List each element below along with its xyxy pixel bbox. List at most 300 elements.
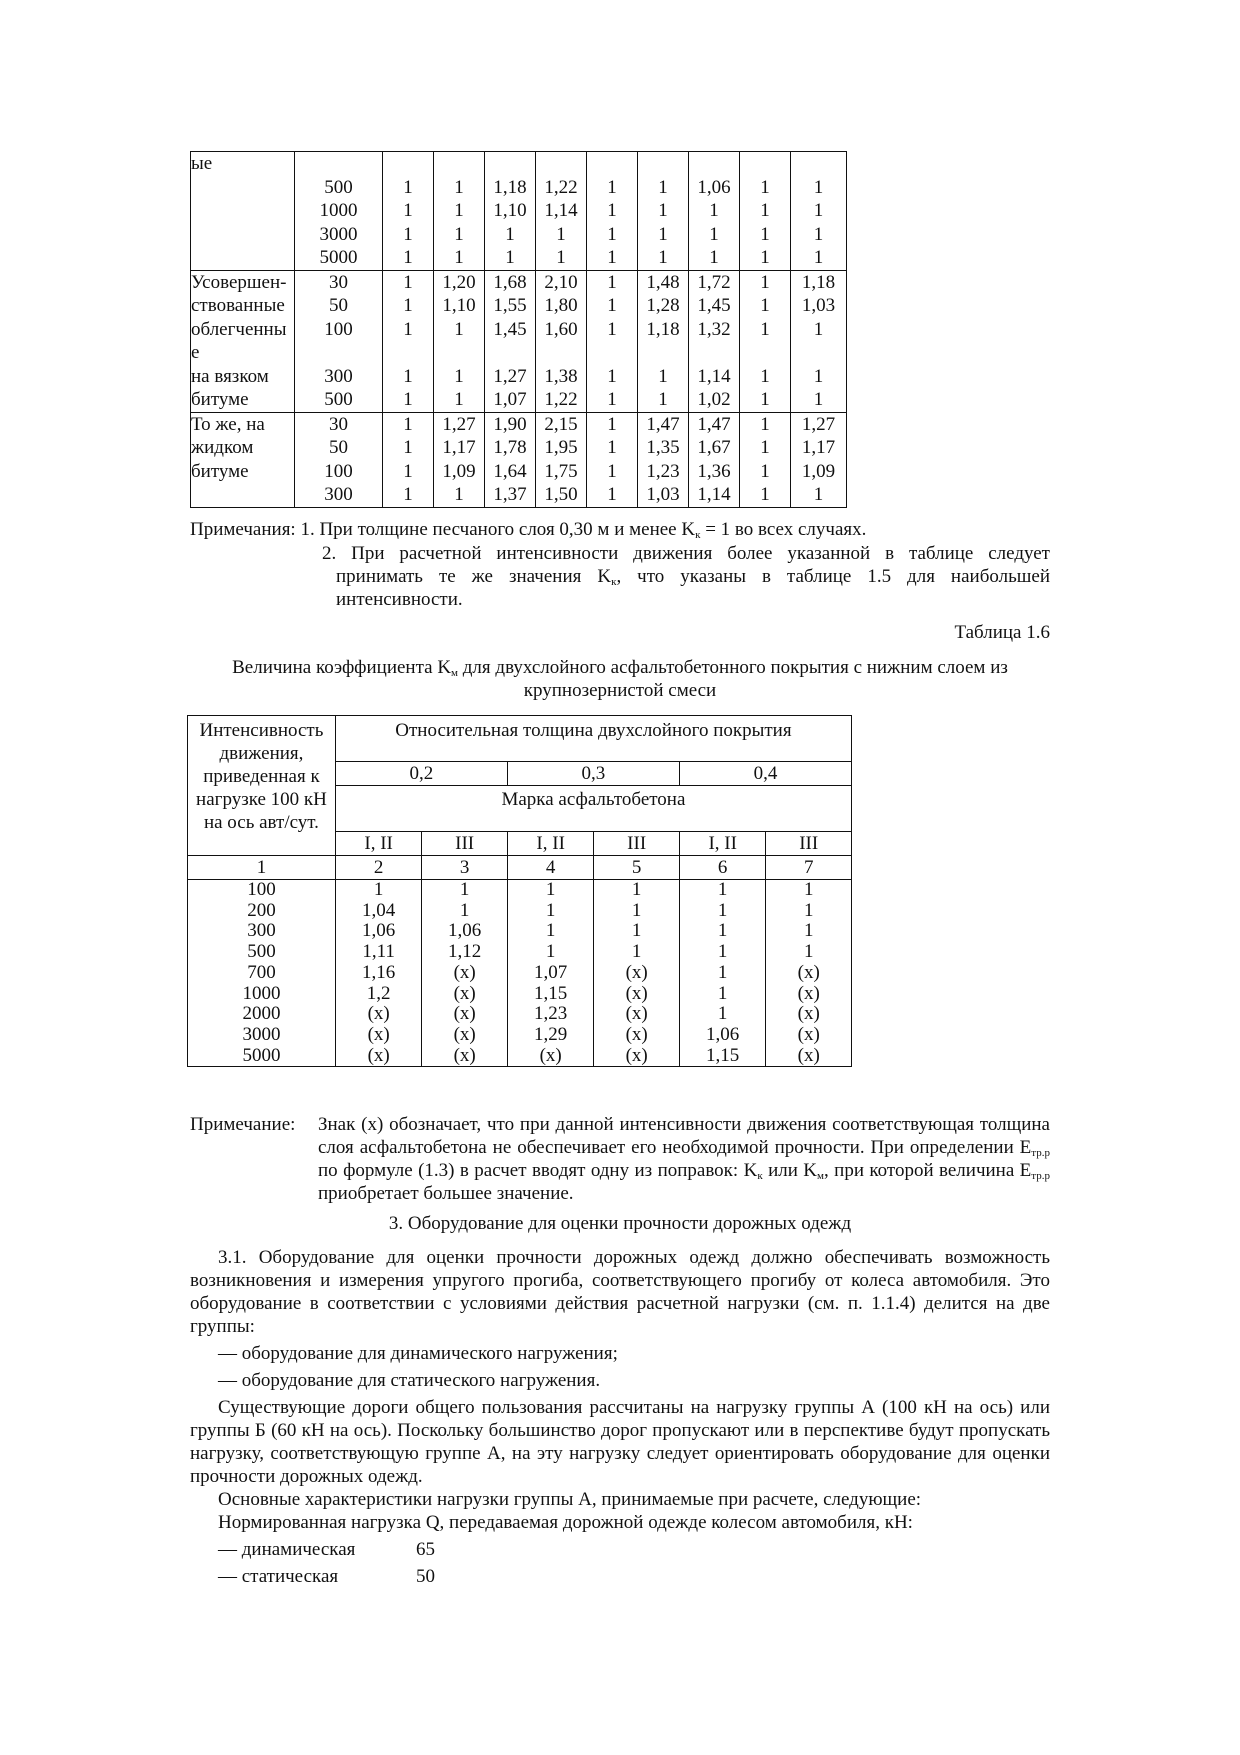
table-cell: 1,17 [791, 436, 847, 460]
table-cell: 1,03 [638, 483, 689, 507]
col-num: 3 [422, 856, 508, 880]
thickness-0-3: 0,3 [507, 762, 679, 786]
table-cell: 1 [434, 246, 485, 270]
intensity-cell: 300 [188, 921, 336, 942]
note-text-d: , при которой величина E [824, 1160, 1032, 1181]
table-cell: 1 [434, 223, 485, 247]
note-1-tail: = 1 во всех случаях. [700, 519, 867, 540]
load-static-value: 50 [416, 1566, 435, 1587]
grade-col-2: I, II [335, 832, 422, 856]
table-cell: 1 [383, 176, 434, 200]
table-cell: 1 [383, 412, 434, 436]
table-cell: 1 [791, 176, 847, 200]
table-cell: 1,09 [791, 460, 847, 484]
header-thickness: Относительная толщина двухслойного покрытия [335, 716, 851, 762]
table-cell: 1 [536, 223, 587, 247]
coefficient-cell: 1,06 [679, 1025, 766, 1046]
grade-col-6: I, II [679, 832, 766, 856]
note-label: Примечание: [190, 1114, 296, 1135]
row-label-cell [191, 223, 295, 247]
table-cell [434, 341, 485, 365]
table-cell: 1 [383, 483, 434, 507]
intensity-cell: 200 [188, 901, 336, 922]
table-cell: 1 [740, 365, 791, 389]
coefficient-table-continuation [190, 151, 847, 508]
row-label-cell: ые [191, 153, 213, 174]
table-cell: 30 [295, 412, 383, 436]
table-cell: 1,78 [485, 436, 536, 460]
thickness-0-2: 0,2 [335, 762, 507, 786]
table-cell: 1,14 [536, 199, 587, 223]
section-body [190, 1246, 1050, 1588]
table-cell [536, 341, 587, 365]
table-cell: 1 [740, 270, 791, 294]
table-cell: 300 [295, 483, 383, 507]
table-cell [689, 152, 740, 176]
table-cell: 1 [383, 460, 434, 484]
table-cell: 30 [295, 270, 383, 294]
note-text-b: по формуле (1.3) в расчет вводят одну из поправок: K [318, 1160, 758, 1181]
table-cell: 1,50 [536, 483, 587, 507]
load-dynamic-row [190, 1538, 1050, 1561]
table-cell: 1 [791, 223, 847, 247]
intensity-cell: 1000 [188, 984, 336, 1005]
table-cell: 1 [587, 223, 638, 247]
table-cell [791, 341, 847, 365]
table-cell: 1 [791, 365, 847, 389]
intensity-cell: 500 [188, 942, 336, 963]
table-cell: 1,17 [434, 436, 485, 460]
table-cell: 1,14 [689, 483, 740, 507]
coefficient-cell: 1,04 [335, 901, 422, 922]
row-label-cell: битуме [191, 460, 249, 482]
table-cell: 1,68 [485, 270, 536, 294]
table-cell: 1,02 [689, 388, 740, 412]
coefficient-cell: 1 [507, 942, 594, 963]
table-cell: 1,07 [485, 388, 536, 412]
coefficient-cell: (x) [335, 1004, 422, 1025]
table-row [191, 246, 847, 270]
coefficient-cell: 1,16 [335, 963, 422, 984]
coefficient-cell: 1 [679, 942, 766, 963]
col-num: 6 [679, 856, 766, 880]
coefficient-cell: (x) [507, 1046, 594, 1067]
table-cell [638, 341, 689, 365]
table-cell: 1 [740, 483, 791, 507]
table-cell: 1,18 [791, 270, 847, 294]
note-1-text: Примечания: 1. При толщине песчаного слоя 0,30 м и менее K [190, 519, 696, 540]
table-cell: 1 [638, 176, 689, 200]
paragraph-3-1: 3.1. Оборудование для оценки прочности дорожных одежд должно обеспечивать возможность возникновения и измерения упругого прогиба, соответствующего прогибу от колеса автомобиля. Это оборудование в соответствии с условиями действия расчетной нагрузки (см. п. 1.1.4) делится на две группы: [190, 1247, 1050, 1337]
table-cell: 1,75 [536, 460, 587, 484]
table-cell: 1 [740, 388, 791, 412]
grade-col-4: I, II [507, 832, 594, 856]
coefficient-cell: (x) [594, 963, 680, 984]
note-sub-3: м [817, 1170, 824, 1182]
table-cell: 1,72 [689, 270, 740, 294]
table-cell: 1 [434, 176, 485, 200]
row-label-cell: е [191, 342, 200, 363]
col-num: 4 [507, 856, 594, 880]
table-cell: 1,10 [485, 199, 536, 223]
table-cell: 1,27 [791, 412, 847, 436]
table-row [188, 942, 852, 963]
table-row [191, 223, 847, 247]
table-cell [295, 341, 383, 365]
coefficient-cell: 1 [594, 880, 680, 901]
table-cell: 1 [791, 318, 847, 342]
load-static-label: — статическая [218, 1566, 339, 1587]
col-num: 5 [594, 856, 680, 880]
table-cell: 1,10 [434, 294, 485, 318]
table-cell: 1 [383, 388, 434, 412]
coefficient-cell: 1,2 [335, 984, 422, 1005]
column-number-row [188, 856, 852, 880]
table-cell [485, 341, 536, 365]
coefficient-cell: 1 [594, 921, 680, 942]
coefficient-cell: (x) [766, 1025, 852, 1046]
table-row [191, 460, 847, 484]
table-cell: 1,38 [536, 365, 587, 389]
table-cell: 1 [434, 483, 485, 507]
table-cell: 1 [587, 318, 638, 342]
table-cell: 1,18 [485, 176, 536, 200]
table-cell: 1 [383, 199, 434, 223]
table-cell: 1,80 [536, 294, 587, 318]
table-cell: 1 [383, 270, 434, 294]
table-cell: 50 [295, 436, 383, 460]
intensity-cell: 3000 [188, 1025, 336, 1046]
note-sub-4: тр.р [1031, 1170, 1050, 1182]
table-cell: 1000 [295, 199, 383, 223]
paragraph-roads: Существующие дороги общего пользования рассчитаны на нагрузку группы А (100 кН на ось) или группы Б (60 кН на ось). Поскольку большинство дорог пропускают или в перспективе будут пропускать нагрузку, соответствующую группе А, на эту нагрузку следует ориентировать оборудование для оценки прочности дорожных одежд. [190, 1397, 1050, 1487]
coefficient-cell: 1 [679, 901, 766, 922]
table-cell: 1 [638, 223, 689, 247]
coefficient-cell: (x) [422, 1004, 508, 1025]
table-cell: 1 [434, 388, 485, 412]
load-dynamic-value: 65 [416, 1539, 435, 1560]
table-row [191, 365, 847, 389]
table-cell: 1 [383, 318, 434, 342]
intensity-cell: 700 [188, 963, 336, 984]
row-label-cell [191, 199, 295, 223]
note-2 [322, 542, 1050, 611]
section-heading: 3. Оборудование для оценки прочности дорожных одежд [388, 1213, 852, 1234]
table-cell: 1,27 [434, 412, 485, 436]
table-row [191, 199, 847, 223]
table-cell [434, 152, 485, 176]
grade-col-3: III [422, 832, 508, 856]
table-cell: 1,22 [536, 388, 587, 412]
table-cell: 1 [791, 246, 847, 270]
table-cell: 2,10 [536, 270, 587, 294]
table-cell: 1 [587, 270, 638, 294]
table-cell: 1 [740, 246, 791, 270]
note-table-1-6 [190, 1113, 1050, 1205]
table-cell: 1 [383, 223, 434, 247]
table-cell: 1 [689, 223, 740, 247]
table-row [191, 412, 847, 436]
table-cell: 1 [689, 246, 740, 270]
table-row [191, 388, 847, 412]
intensity-cell: 100 [188, 880, 336, 901]
table-cell: 1,09 [434, 460, 485, 484]
list-item-dynamic: — оборудование для динамического нагружения; [218, 1343, 618, 1364]
table-cell: 1,47 [638, 412, 689, 436]
table-cell: 1,20 [434, 270, 485, 294]
table-cell: 1 [740, 412, 791, 436]
table-cell: 5000 [295, 246, 383, 270]
note-2-sub: к [611, 576, 617, 588]
table-cell: 1 [587, 176, 638, 200]
table-cell [587, 152, 638, 176]
coefficient-cell: (x) [335, 1025, 422, 1046]
table-row [188, 1046, 852, 1067]
coefficient-cell: 1,15 [679, 1046, 766, 1067]
table-row [188, 901, 852, 922]
coefficient-cell: (x) [766, 1004, 852, 1025]
table-cell: 1 [587, 412, 638, 436]
row-label-cell: жидком [191, 437, 254, 458]
coefficient-cell: 1,12 [422, 942, 508, 963]
coefficient-cell: 1 [766, 942, 852, 963]
coefficient-cell: 1 [422, 901, 508, 922]
coefficient-cell: 1 [679, 1004, 766, 1025]
table1-body [191, 152, 847, 508]
coefficient-cell: 1 [679, 880, 766, 901]
table-cell: 1 [638, 388, 689, 412]
row-label-cell: битуме [191, 389, 249, 410]
coefficient-cell: 1 [335, 880, 422, 901]
row-label-cell [191, 176, 295, 200]
note-sub-1: тр.р [1031, 1147, 1050, 1159]
row-label-cell: То же, на [191, 412, 295, 436]
table-title [190, 656, 1050, 702]
coefficient-cell: 1 [507, 880, 594, 901]
paragraph-characteristics: Основные характеристики нагрузки группы А, принимаемые при расчете, следующие: [218, 1489, 922, 1510]
coefficient-cell: 1,07 [507, 963, 594, 984]
table-cell: 1 [434, 199, 485, 223]
col-num: 1 [188, 856, 336, 880]
table-cell: 1 [587, 365, 638, 389]
table-cell [536, 152, 587, 176]
table-cell: 1,28 [638, 294, 689, 318]
table-cell: 1,23 [638, 460, 689, 484]
table-cell: 1,90 [485, 412, 536, 436]
coefficient-cell: (x) [594, 984, 680, 1005]
table-cell: 3000 [295, 223, 383, 247]
table-row [188, 1004, 852, 1025]
table-row [188, 984, 852, 1005]
note-text-a: Знак (x) обозначает, что при данной интенсивности движения соответствующая толщина слоя асфальтобетона не обеспечивает его необходимой прочности. При определении E [318, 1114, 1050, 1158]
table-cell: 1 [740, 294, 791, 318]
coefficient-cell: (x) [594, 1004, 680, 1025]
coefficient-cell: 1 [766, 880, 852, 901]
table-cell [485, 152, 536, 176]
table-cell: 1,03 [791, 294, 847, 318]
table-cell: 1 [536, 246, 587, 270]
row-label-cell: Усовершен- [191, 270, 295, 294]
table-row [191, 294, 847, 318]
note-text-c: или K [762, 1160, 818, 1181]
coefficient-cell: 1 [766, 921, 852, 942]
coefficient-table-1-6 [187, 715, 852, 1067]
table-cell: 1 [740, 460, 791, 484]
note-1-sub: к [695, 529, 701, 541]
row-label-cell: ствованные [191, 295, 285, 316]
table-cell: 1 [434, 365, 485, 389]
table-cell: 1,32 [689, 318, 740, 342]
note-sub-2: к [757, 1170, 763, 1182]
coefficient-cell: 1 [594, 901, 680, 922]
table-cell: 1 [740, 436, 791, 460]
table-cell [295, 152, 383, 176]
table-cell [638, 152, 689, 176]
table-cell: 1 [587, 199, 638, 223]
table-cell: 1 [740, 176, 791, 200]
table-cell: 1 [791, 483, 847, 507]
table-cell: 500 [295, 388, 383, 412]
coefficient-cell: (x) [422, 984, 508, 1005]
table-row [191, 341, 847, 365]
table-cell: 1 [485, 223, 536, 247]
table-cell: 1,27 [485, 365, 536, 389]
table-cell [791, 152, 847, 176]
table-cell: 1,67 [689, 436, 740, 460]
grade-col-5: III [594, 832, 680, 856]
row-label-cell: облегченны [191, 318, 287, 340]
table-cell: 1 [383, 294, 434, 318]
load-dynamic-label: — динамическая [218, 1539, 356, 1560]
table-cell: 1,47 [689, 412, 740, 436]
coefficient-cell: 1 [594, 942, 680, 963]
table-cell: 1,14 [689, 365, 740, 389]
table-row [188, 1025, 852, 1046]
col-num: 7 [766, 856, 852, 880]
table-row [188, 921, 852, 942]
table-cell: 1 [485, 246, 536, 270]
col-num: 2 [335, 856, 422, 880]
table-cell: 1,22 [536, 176, 587, 200]
table-cell: 1,45 [689, 294, 740, 318]
table-cell: 1 [740, 199, 791, 223]
table-cell [689, 341, 740, 365]
table-cell: 1,35 [638, 436, 689, 460]
coefficient-cell: (x) [422, 963, 508, 984]
table-cell [383, 152, 434, 176]
coefficient-cell: (x) [594, 1046, 680, 1067]
table-cell: 1,55 [485, 294, 536, 318]
table-cell: 300 [295, 365, 383, 389]
coefficient-cell: 1 [422, 880, 508, 901]
table-cell: 1 [434, 318, 485, 342]
coefficient-cell: 1 [679, 963, 766, 984]
table-cell: 1 [689, 199, 740, 223]
table-cell: 1,64 [485, 460, 536, 484]
table-cell: 1 [587, 483, 638, 507]
table-row [191, 152, 847, 176]
table-row [191, 483, 847, 507]
table-cell: 1 [638, 246, 689, 270]
coefficient-cell: 1,15 [507, 984, 594, 1005]
note-1 [190, 518, 1060, 541]
table-cell: 1,06 [689, 176, 740, 200]
coefficient-cell: (x) [335, 1046, 422, 1067]
table-cell: 2,15 [536, 412, 587, 436]
note-2-text: 2. При расчетной интенсивности движения более указанной в таблице следует принимать те же значения K [322, 543, 1050, 587]
grade-col-7: III [766, 832, 852, 856]
table-cell: 1 [638, 365, 689, 389]
table-label: Таблица 1.6 [954, 622, 1050, 643]
table-cell [740, 341, 791, 365]
table-cell: 1 [383, 436, 434, 460]
table-cell [740, 152, 791, 176]
table-cell: 1 [638, 199, 689, 223]
table-cell: 50 [295, 294, 383, 318]
table-row [191, 436, 847, 460]
table2-body [188, 880, 852, 1067]
coefficient-cell: 1 [766, 901, 852, 922]
coefficient-cell: 1,06 [335, 921, 422, 942]
table-cell: 1,36 [689, 460, 740, 484]
coefficient-cell: 1 [679, 984, 766, 1005]
table-cell [383, 341, 434, 365]
coefficient-cell: 1 [507, 921, 594, 942]
coefficient-cell: (x) [594, 1025, 680, 1046]
table-row [188, 880, 852, 901]
coefficient-cell: (x) [766, 1046, 852, 1067]
row-label-cell: на вязком [191, 365, 269, 387]
table-row [188, 963, 852, 984]
table-cell: 1,95 [536, 436, 587, 460]
table-cell: 1,48 [638, 270, 689, 294]
coefficient-cell: (x) [422, 1025, 508, 1046]
load-static-row [190, 1565, 1050, 1588]
note-text-e: приобретает большее значение. [318, 1183, 574, 1204]
table-row [191, 270, 847, 294]
thickness-0-4: 0,4 [679, 762, 851, 786]
table-cell: 1 [587, 388, 638, 412]
coefficient-cell: 1 [507, 901, 594, 922]
note-2-tail: , что указаны в таблице 1.5 для наибольшей интенсивности. [336, 566, 1050, 610]
intensity-cell: 2000 [188, 1004, 336, 1025]
coefficient-cell: (x) [766, 963, 852, 984]
table-cell: 1 [383, 365, 434, 389]
table-title-sub: м [451, 667, 459, 679]
table-cell: 1,18 [638, 318, 689, 342]
table-title-tail: для двухслойного асфальтобетонного покрытия с нижним слоем из крупнозернистой смеси [458, 657, 1008, 701]
table-cell: 1,45 [485, 318, 536, 342]
coefficient-cell: 1,29 [507, 1025, 594, 1046]
table-cell: 1,37 [485, 483, 536, 507]
table-cell: 1 [791, 199, 847, 223]
coefficient-cell: (x) [766, 984, 852, 1005]
table-cell [587, 341, 638, 365]
table-cell: 1,60 [536, 318, 587, 342]
table-cell: 1 [791, 388, 847, 412]
coefficient-cell: (x) [422, 1046, 508, 1067]
table-row [191, 176, 847, 200]
table-cell: 100 [295, 460, 383, 484]
list-item-static: — оборудование для статического нагружения. [218, 1370, 601, 1391]
header-grade: Марка асфальтобетона [335, 786, 851, 832]
coefficient-cell: 1,06 [422, 921, 508, 942]
table-cell: 500 [295, 176, 383, 200]
table-cell: 100 [295, 318, 383, 342]
table-title-text: Величина коэффициента K [232, 657, 452, 678]
table-cell: 1 [587, 294, 638, 318]
coefficient-cell: 1,11 [335, 942, 422, 963]
